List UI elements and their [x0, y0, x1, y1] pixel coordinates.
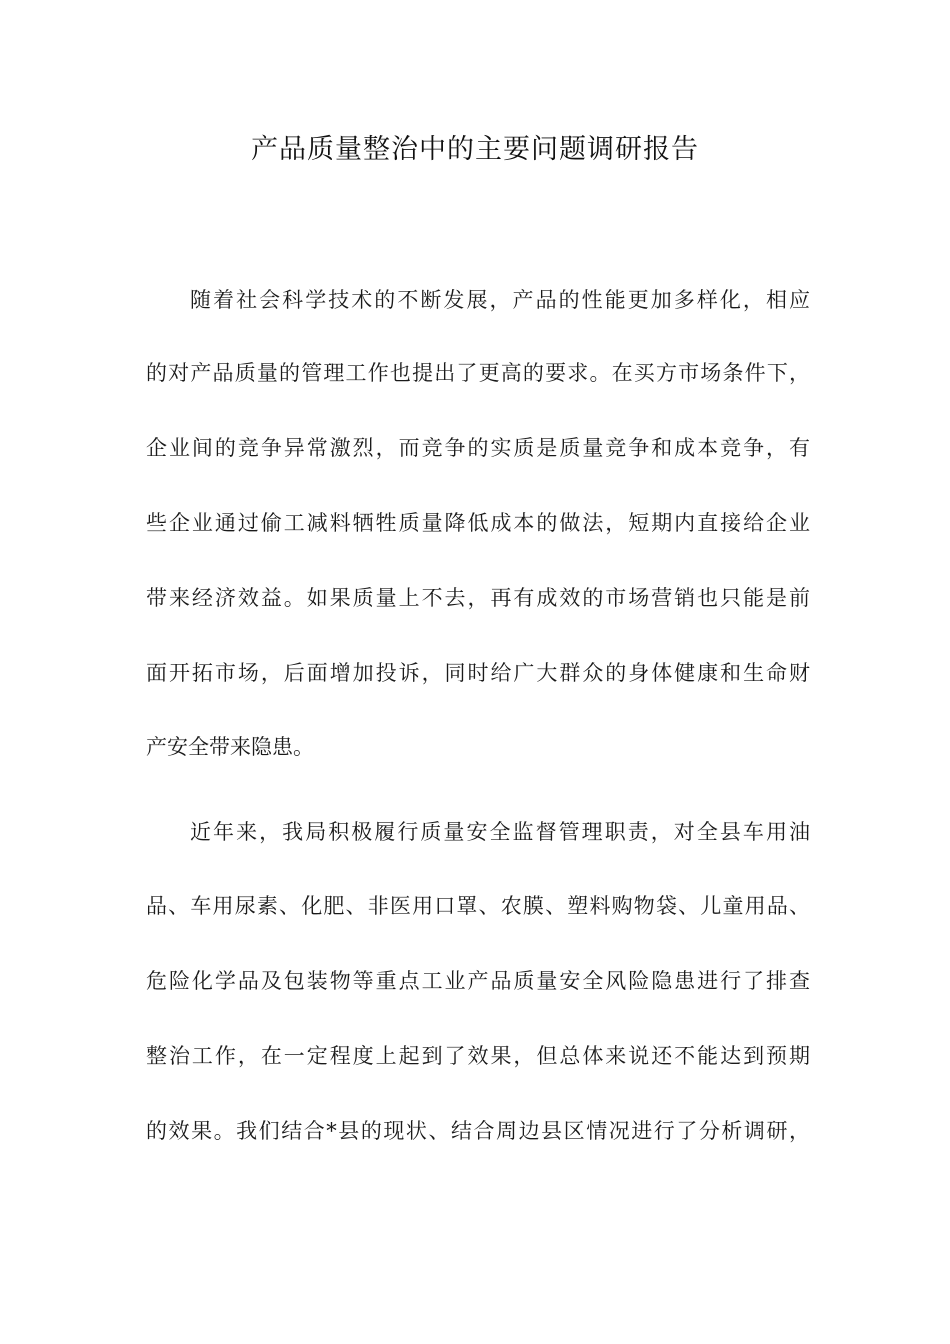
paragraph-line: 整治工作，在一定程度上起到了效果，但总体来说还不能达到预期 [146, 1044, 810, 1068]
paragraph-line: 近年来，我局积极履行质量安全监督管理职责，对全县车用油 [190, 820, 810, 844]
paragraph-line: 的效果。我们结合*县的现状、结合周边县区情况进行了分析调研， [146, 1119, 810, 1143]
paragraph-line: 面开拓市场，后面增加投诉，同时给广大群众的身体健康和生命财 [146, 661, 810, 685]
paragraph-line: 随着社会科学技术的不断发展，产品的性能更加多样化，相应 [190, 288, 810, 312]
paragraph-line: 的对产品质量的管理工作也提出了更高的要求。在买方市场条件下， [146, 361, 810, 385]
paragraph-line: 些企业通过偷工减料牺牲质量降低成本的做法，短期内直接给企业 [146, 511, 810, 535]
paragraph-line: 带来经济效益。如果质量上不去，再有成效的市场营销也只能是前 [146, 586, 810, 610]
paragraph-line: 品、车用尿素、化肥、非医用口罩、农膜、塑料购物袋、儿童用品、 [146, 894, 810, 918]
paragraph-line: 产安全带来隐患。 [146, 735, 314, 759]
paragraph-line: 危险化学品及包装物等重点工业产品质量安全风险隐患进行了排查 [146, 969, 810, 993]
paragraph-line: 企业间的竞争异常激烈，而竞争的实质是质量竞争和成本竞争，有 [146, 436, 810, 460]
document-title: 产品质量整治中的主要问题调研报告 [251, 134, 699, 165]
